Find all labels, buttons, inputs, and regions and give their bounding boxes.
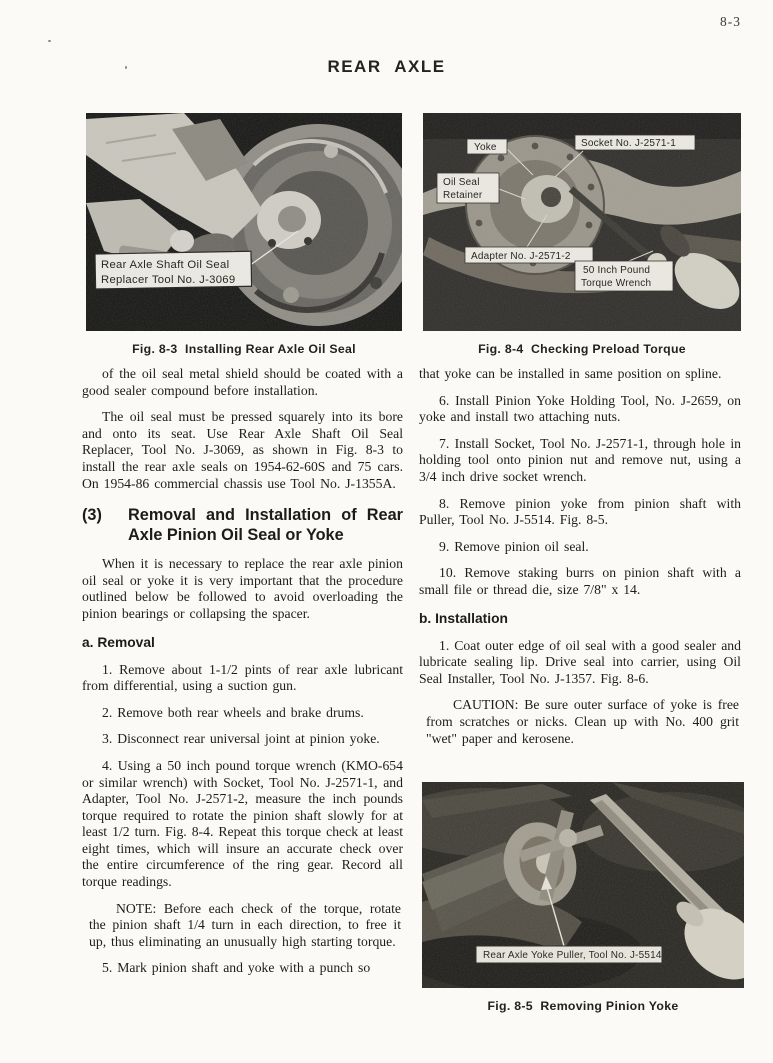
step-item: 4. Using a 50 inch pound torque wrench (KMO-654 or similar wrench) with Socket, Tool No. J-2571-1, and Adapter, Tool No. J-2571-2, measure the inch pounds torque required to rotate the pinion shaft slowly for at least 1/2 turn. Fig. 8-4. Repeat this torque check at least eight times, which will insure an accurate check over the entire circumference of the ring gear. Record all torque readings. bbox=[82, 757, 403, 890]
svg-text:Oil Seal: Oil Seal bbox=[443, 177, 480, 188]
tool-label-line1: Rear Axle Yoke Puller, Tool No. J-5514 bbox=[483, 950, 662, 961]
svg-text:Torque Wrench: Torque Wrench bbox=[581, 278, 652, 289]
caption-fig-8-3: Fig. 8-3 Installing Rear Axle Oil Seal bbox=[132, 342, 356, 356]
tool-label-line1: Rear Axle Shaft Oil Seal bbox=[101, 259, 230, 271]
step-item: 9. Remove pinion oil seal. bbox=[439, 538, 589, 554]
step-item: 6. Install Pinion Yoke Holding Tool, No. J-2659, on yoke and install two attaching nuts. bbox=[419, 392, 741, 425]
paragraph-when-necessary: When it is necessary to replace the rear axle pinion oil seal or yoke it is very important that the procedure outlined below be followed to avoid overloading the pinion bearings or collapsing the spacer. bbox=[82, 556, 403, 621]
svg-text:Socket No. J-2571-1: Socket No. J-2571-1 bbox=[581, 138, 676, 149]
tool-label-line2: Replacer Tool No. J-3069 bbox=[101, 274, 236, 286]
svg-text:50 Inch Pound: 50 Inch Pound bbox=[583, 265, 651, 276]
caption-fig-8-5: Fig. 8-5 Removing Pinion Yoke bbox=[487, 999, 679, 1013]
page-number: 8-3 bbox=[720, 14, 741, 29]
paragraph-continued: of the oil seal metal shield should be coated with a good sealer compound before installation. bbox=[82, 366, 403, 398]
photo-installing-oil-seal bbox=[86, 113, 402, 331]
step-item: 5. Mark pinion shaft and yoke with a punch so bbox=[102, 960, 371, 976]
step-item: 1. Coat outer edge of oil seal with a good sealer and lubricate sealing lip. Drive seal into carrier, using Oil Seal Installer, Tool No. J-1357. Fig. 8-6. bbox=[419, 637, 741, 686]
photo-grain bbox=[423, 113, 741, 331]
right-column bbox=[419, 366, 741, 757]
section-number: (3) bbox=[82, 506, 102, 525]
photo-checking-preload-torque bbox=[423, 113, 741, 331]
photo-grain bbox=[86, 113, 402, 331]
svg-text:Retainer: Retainer bbox=[443, 190, 483, 201]
step-item: 8. Remove pinion yoke from pinion shaft with Puller, Tool No. J-5514. Fig. 8-5. bbox=[419, 495, 741, 528]
section-heading-3 bbox=[82, 505, 403, 545]
step-item: 10. Remove staking burrs on pinion shaft with a small file or thread die, size 7/8" x 14. bbox=[419, 565, 741, 597]
left-column bbox=[82, 366, 403, 987]
svg-text:Yoke: Yoke bbox=[474, 142, 497, 153]
page-title: REAR AXLE bbox=[327, 57, 446, 76]
figure-8-3 bbox=[86, 113, 402, 356]
scan-speck bbox=[48, 40, 51, 42]
figure-8-4 bbox=[423, 113, 741, 356]
photo-grain bbox=[422, 782, 744, 988]
note-paragraph: NOTE: Before each check of the torque, rotate the pinion shaft 1/4 turn in each direction, to free it up, thus eliminating an unusually high starting torque. bbox=[89, 900, 401, 949]
paragraph-oil-seal-press: The oil seal must be pressed squarely into its bore and onto its seat. Use Rear Axle Shaft Oil Seal Replacer, Tool No. J-3069, as shown in Fig. 8-3 to install the rear axle seals on 1954-62-60S and 75 cars. On 1954-86 commercial chassis use Tool No. J-1355A. bbox=[82, 409, 403, 491]
section-title: Removal and Installation of Rear Axle Pinion Oil Seal or Yoke bbox=[128, 506, 403, 545]
subheading-installation: b. Installation bbox=[419, 610, 508, 626]
step-item: 1. Remove about 1-1/2 pints of rear axle lubricant from differential, using a suction gun. bbox=[82, 661, 403, 694]
figure-8-5 bbox=[422, 782, 744, 1013]
svg-text:Adapter No. J-2571-2: Adapter No. J-2571-2 bbox=[471, 251, 571, 262]
caption-fig-8-4: Fig. 8-4 Checking Preload Torque bbox=[478, 342, 686, 356]
step-item: 7. Install Socket, Tool No. J-2571-1, through hole in holding tool onto pinion nut and remove nut, using a 3/4 inch drive socket wrench. bbox=[419, 435, 741, 484]
caution-paragraph: CAUTION: Be sure outer surface of yoke is free from scratches or nicks. Clean up with No. 400 grit "wet" paper and kerosene. bbox=[426, 697, 739, 746]
photo-removing-pinion-yoke bbox=[422, 782, 744, 988]
step-item: 2. Remove both rear wheels and brake drums. bbox=[102, 704, 364, 720]
subheading-removal: a. Removal bbox=[82, 634, 155, 650]
step-item: 3. Disconnect rear universal joint at pinion yoke. bbox=[102, 731, 380, 747]
paragraph-spline: that yoke can be installed in same position on spline. bbox=[419, 366, 722, 381]
